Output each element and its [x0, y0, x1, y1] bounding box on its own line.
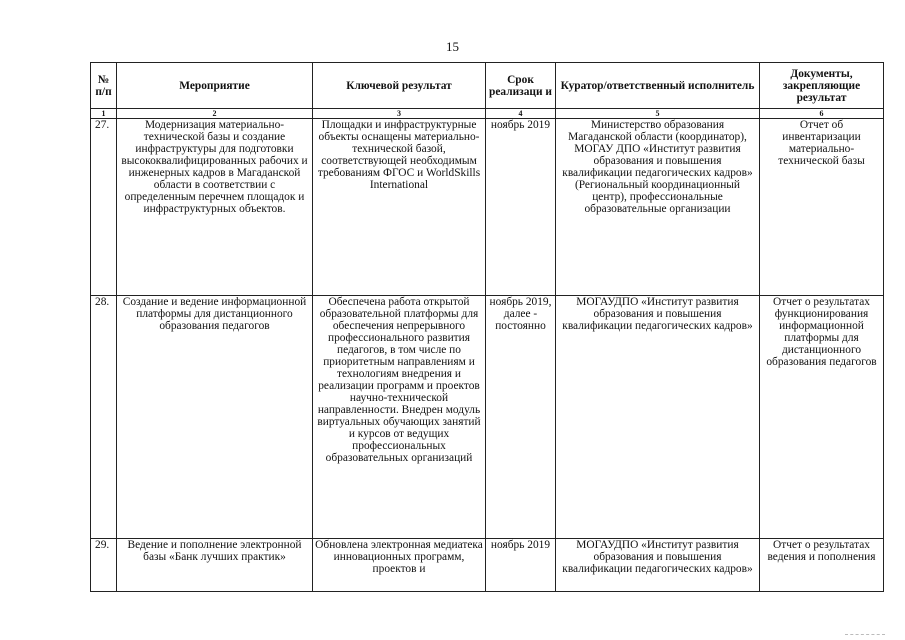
header-number: № п/п — [91, 63, 117, 109]
column-number: 6 — [760, 109, 884, 119]
page-number: 15 — [446, 39, 459, 54]
column-number: 2 — [117, 109, 313, 119]
row-curator: Министерство образования Магаданской области (координатор), МОГАУ ДПО «Институт развития образования и повышения квалификации педагогических кадров» (Региональный координационный центр), профессиональные образовательные организации — [556, 119, 760, 296]
table-header-row — [91, 63, 884, 109]
row-event: Создание и ведение информационной платформы для дистанционного образования педагогов — [117, 296, 313, 539]
row-event: Ведение и пополнение электронной базы «Банк лучших практик» — [117, 539, 313, 592]
column-number: 4 — [486, 109, 556, 119]
row-result: Обеспечена работа открытой образовательной платформы для обеспечения непрерывного профессионального развития педагогов, в том числе по приоритетным направлениям и технологиям внедрения и реализации программ и проектов научно-технической направленности. Внедрен модуль виртуальных обучающих занятий и курсов от ведущих профессиональных образовательных организаций — [313, 296, 486, 539]
row-curator: МОГАУДПО «Институт развития образования и повышения квалификации педагогических кадров» — [556, 539, 760, 592]
header-event: Мероприятие — [117, 63, 313, 109]
activities-table — [90, 62, 884, 592]
table-row — [91, 539, 884, 592]
scan-artifact — [845, 634, 885, 636]
header-curator: Куратор/ответственный исполнитель — [556, 63, 760, 109]
column-number: 3 — [313, 109, 486, 119]
row-result: Обновлена электронная медиатека инновационных программ, проектов и — [313, 539, 486, 592]
row-event: Модернизация материально-технической базы и создание инфраструктуры для подготовки высококвалифицированных рабочих и инженерных кадров в Магаданской области в соответствии с определенным перечнем площадок и инфраструктурных объектов. — [117, 119, 313, 296]
row-number: 28. — [91, 296, 117, 539]
column-number: 1 — [91, 109, 117, 119]
column-number: 5 — [556, 109, 760, 119]
header-deadline: Срок реализаци и — [486, 63, 556, 109]
row-documents: Отчет об инвентаризации материально-технической базы — [760, 119, 884, 296]
row-documents: Отчет о результатах функционирования информационной платформы для дистанционного образования педагогов — [760, 296, 884, 539]
row-number: 29. — [91, 539, 117, 592]
row-deadline: ноябрь 2019, далее - постоянно — [486, 296, 556, 539]
header-result: Ключевой результат — [313, 63, 486, 109]
row-deadline: ноябрь 2019 — [486, 539, 556, 592]
row-result: Площадки и инфраструктурные объекты оснащены материально-технической базой, соответствующей необходимым требованиям ФГОС и WorldSkills International — [313, 119, 486, 296]
row-curator: МОГАУДПО «Институт развития образования и повышения квалификации педагогических кадров» — [556, 296, 760, 539]
table-row — [91, 296, 884, 539]
header-documents: Документы, закрепляющие результат — [760, 63, 884, 109]
row-number: 27. — [91, 119, 117, 296]
column-number-row — [91, 109, 884, 119]
row-deadline: ноябрь 2019 — [486, 119, 556, 296]
row-documents: Отчет о результатах ведения и пополнения — [760, 539, 884, 592]
table-row — [91, 119, 884, 296]
